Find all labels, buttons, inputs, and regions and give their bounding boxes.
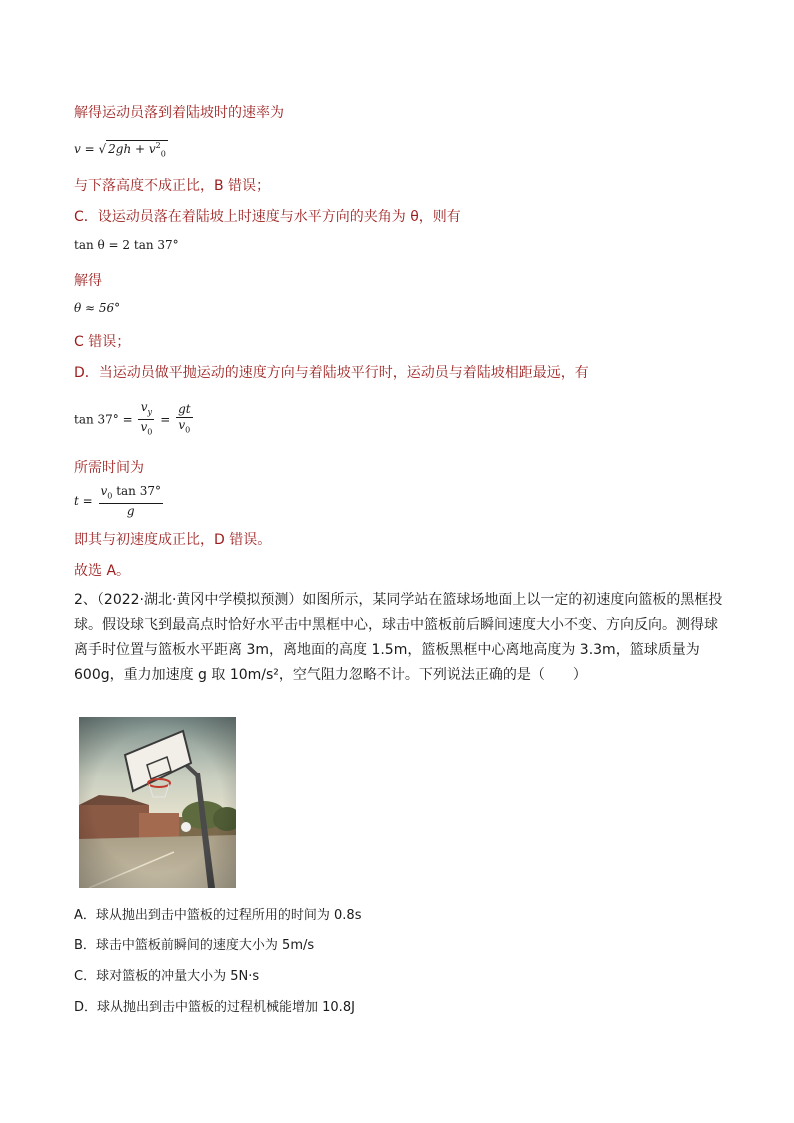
- solution-line-d-wrong: 即其与初速度成正比，D 错误。: [74, 532, 272, 548]
- solution-line-c: C．设运动员落在着陆坡上时速度与水平方向的夹角为 θ，则有: [74, 209, 461, 225]
- solution-line-speed: 解得运动员落到着陆坡时的速率为: [74, 105, 284, 121]
- option-a: A．球从抛出到击中篮板的过程所用的时间为 0.8s: [74, 908, 362, 923]
- formula-speed: v = √ $2gh + v^2_0$: [74, 141, 166, 159]
- option-b: B．球击中篮板前瞬间的速度大小为 5m/s: [74, 938, 315, 953]
- option-c: C．球对篮板的冲量大小为 5N·s: [74, 969, 260, 984]
- solution-line-answer: 故选 A。: [74, 563, 131, 579]
- formula-tan37: tan 37° = $\frac{v_y}{v_0}$ = $\frac{gt}{v_0}$: [74, 400, 195, 440]
- option-d: D．球从抛出到击中篮板的过程机械能增加 10.8J: [74, 1000, 355, 1015]
- question-text: 2、（2022·湖北·黄冈中学模拟预测）如图所示，某同学站在篮球场地面上以一定的初速度向篮板的黑框投球。假设球飞到最高点时恰好水平击中黑框中心，球击中篮板前后瞬间速度大小不变、方向反向。测得球离手时位置与篮板水平距离 3m，离地面的高度 1.5m，篮板黑框中心离地高度为 3.3m，篮球质量为 600g，重力加速度 g 取 10m/s²，空气阻力忽略不计。下列说法正确的是（ ）: [74, 592, 723, 683]
- solution-line-time: 所需时间为: [74, 460, 144, 476]
- formula-tan-theta: tan θ = 2 tan 37°: [74, 238, 179, 252]
- formula-time: t = $\frac{v_0 \tan 37^\circ}{g}$: [74, 484, 161, 519]
- basketball-hoop-photo: [79, 717, 236, 888]
- solution-line-b-wrong: 与下落高度不成正比，B 错误；: [74, 178, 271, 194]
- solution-line-d: D．当运动员做平抛运动的速度方向与着陆坡平行时，运动员与着陆坡相距最远，有: [74, 365, 589, 381]
- solution-line-c-wrong: C 错误；: [74, 334, 131, 350]
- solution-line-solve: 解得: [74, 273, 102, 289]
- fraction-gt-v0: $\frac{gt}{v_0}$: [178, 402, 191, 435]
- fraction-vy-v0: $\frac{v_y}{v_0}$: [140, 400, 153, 437]
- fraction-time: $\frac{v_0 \tan 37^\circ}{g}$: [100, 484, 161, 519]
- formula-theta: θ ≈ 56°: [74, 301, 121, 315]
